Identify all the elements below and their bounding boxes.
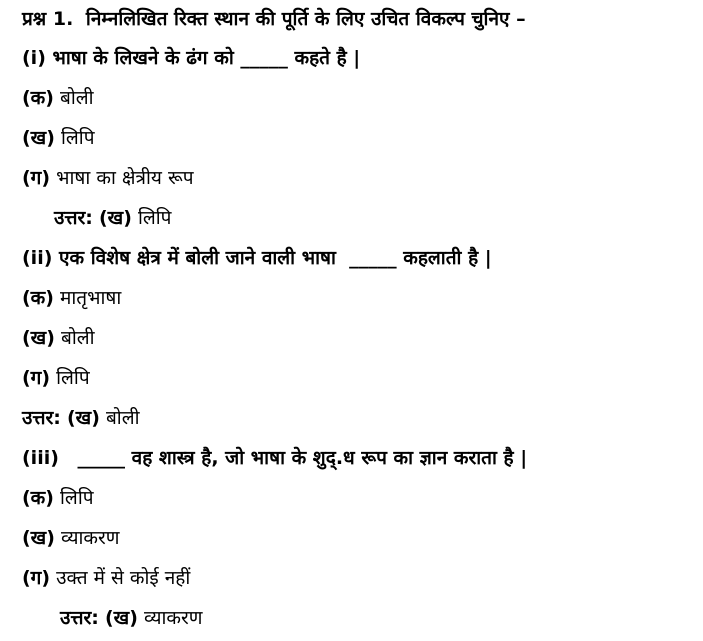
option-text: व्याकरण bbox=[60, 527, 120, 549]
item-stem bbox=[22, 245, 492, 271]
item-stem-text: भाषा के लिखने के ढंग को _____ कहते है | bbox=[52, 47, 361, 69]
answer bbox=[54, 205, 171, 231]
option-text: बोली bbox=[60, 87, 94, 109]
answer-text: बोली bbox=[105, 407, 140, 429]
option-key: (ख) bbox=[22, 527, 55, 549]
option bbox=[22, 85, 94, 111]
answer-key: (ख) bbox=[104, 607, 138, 629]
option bbox=[22, 565, 190, 591]
option-text: उक्त में से कोई नहीं bbox=[56, 567, 191, 589]
answer-text: व्याकरण bbox=[143, 607, 203, 629]
option-key: (ग) bbox=[22, 567, 51, 589]
item-stem bbox=[22, 45, 360, 71]
answer bbox=[60, 605, 202, 631]
option bbox=[22, 285, 121, 311]
answer-text: लिपि bbox=[137, 207, 172, 229]
answer-label: उत्तर: bbox=[60, 607, 99, 629]
option-key: (क) bbox=[22, 287, 54, 309]
item-stem-text: _____ वह शास्त्र है, जो भाषा के शुद्.ध रूप का ज्ञान कराता है | bbox=[77, 447, 528, 469]
option bbox=[22, 365, 90, 391]
option-key: (ख) bbox=[22, 327, 55, 349]
option-key: (क) bbox=[22, 87, 54, 109]
question-text: निम्नलिखित रिक्त स्थान की पूर्ति के लिए उचित विकल्प चुनिए – bbox=[85, 8, 526, 30]
option-key: (ग) bbox=[22, 367, 51, 389]
option-text: लिपि bbox=[56, 367, 90, 389]
option-text: बोली bbox=[60, 327, 95, 349]
answer-label: उत्तर: bbox=[22, 407, 61, 429]
question-heading bbox=[22, 6, 526, 32]
question-label: प्रश्न 1. bbox=[22, 8, 74, 30]
option-text: लिपि bbox=[60, 127, 95, 149]
option-key: (क) bbox=[22, 487, 54, 509]
item-stem-text: एक विशेष क्षेत्र में बोली जाने वाली भाषा _____ कहलाती है | bbox=[59, 247, 492, 269]
option bbox=[22, 165, 194, 191]
option-text: मातृभाषा bbox=[60, 287, 122, 309]
answer-key: (ख) bbox=[66, 407, 100, 429]
option bbox=[22, 325, 95, 351]
item-number: (i) bbox=[22, 47, 46, 69]
option-key: (ख) bbox=[22, 127, 55, 149]
answer-key: (ख) bbox=[98, 207, 132, 229]
option bbox=[22, 525, 120, 551]
option-key: (ग) bbox=[22, 167, 51, 189]
item-number: (ii) bbox=[22, 247, 53, 269]
answer bbox=[22, 405, 140, 431]
option bbox=[22, 125, 95, 151]
option bbox=[22, 485, 94, 511]
answer-label: उत्तर: bbox=[54, 207, 93, 229]
option-text: लिपि bbox=[60, 487, 94, 509]
item-number: (iii) bbox=[22, 447, 59, 469]
option-text: भाषा का क्षेत्रीय रूप bbox=[56, 167, 194, 189]
item-stem bbox=[22, 445, 527, 471]
